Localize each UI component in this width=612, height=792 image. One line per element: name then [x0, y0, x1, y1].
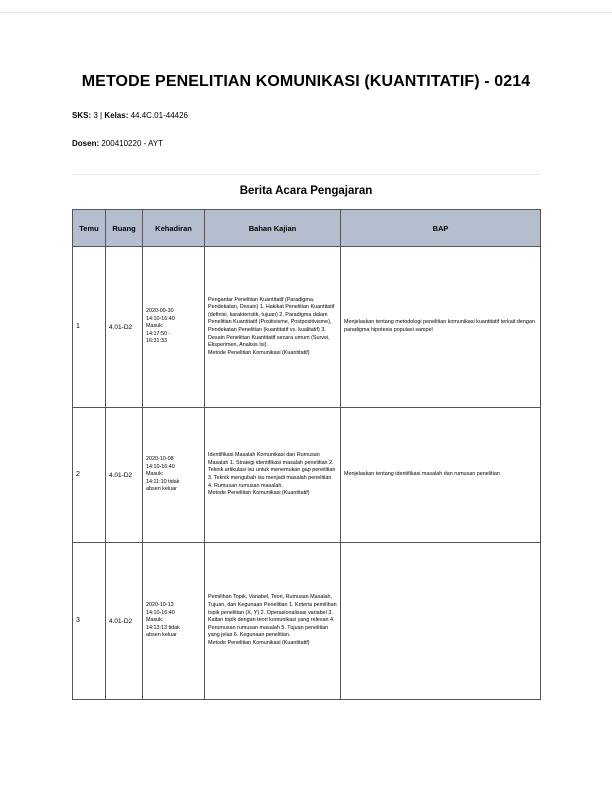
sks-value: 3 — [93, 111, 98, 120]
kehadiran-line: 14:10-16:40 — [146, 609, 175, 616]
meta-separator: | — [100, 111, 103, 120]
table-header-row — [73, 210, 541, 247]
kehadiran-line: 14:13:13 tidak — [146, 624, 180, 631]
cell-bahan-kajian — [205, 408, 341, 543]
bahan-text: Pengantar Penelitian Kuantitatif (Paradigma, Pendekatan, Desain) 1. Hakikat Penelitian Kuantitatif (definisi, karakteristik, tujuan) 2. Paradigma dalam Penelitian Kuantitatif (Positivisme, Postpositivisme), Pendekatan Penelitian (kuantitatif vs. kualitatif) 3. Desain Penelitian Kuantitatif secara umum (Survei, Eksperimen, Analisis Isi). — [208, 296, 335, 349]
kehadiran-line: 14:11:10 tidak — [146, 478, 180, 485]
col-ruang: Ruang — [106, 210, 143, 247]
table-row — [73, 543, 541, 700]
cell-kehadiran — [143, 408, 205, 543]
kehadiran-line: 14:17:50 - — [146, 330, 171, 337]
kehadiran-line: Masuk: — [146, 323, 164, 330]
kehadiran-line: 14:10-16:40 — [146, 463, 175, 470]
bahan-reference: Metode Penelitian Komunikasi (Kuantitatif) — [208, 349, 310, 356]
kehadiran-line: Masuk: — [146, 617, 164, 624]
cell-ruang: 4.01-D2 — [106, 543, 143, 700]
kehadiran-line: 2020-10-13 — [146, 602, 174, 609]
col-kehadiran: Kehadiran — [143, 210, 205, 247]
kehadiran-line: 14:10-16:40 — [146, 315, 175, 322]
cell-bap: Menjelaskan tentang metodologi penelitian komunikasi kuantitatif terkait dengan paradigma hipotesis populasi sampel — [341, 247, 541, 408]
cell-temu: 1 — [73, 247, 106, 408]
bahan-text: Identifikasi Masalah Komunikasi dan Rumusan Masalah 1. Strategi identifikasi masalah penelitian 2. Teknik artikulasi isu untuk menemukan gap penelitian 3. Teknik mengubah isu menjadi masalah penelitian 4. Rumusan rumusan masalah. — [208, 452, 336, 489]
cell-bahan-kajian — [205, 247, 341, 408]
cell-kehadiran — [143, 543, 205, 700]
course-title: METODE PENELITIAN KOMUNIKASI (KUANTITATIF) - 0214 — [81, 73, 531, 90]
bahan-text: Pemilihan Topik, Variabel, Teori, Rumusan Masalah, Tujuan, dan Kegunaan Penelitian 1. Kriteria pemilihan topik penelitian (X, Y) 2. Operasionalisasi variabel 3. Kaitan topik dengan teori komunikasi yang relevan 4. Perumusan rumusan masalah 5. Tujuan penelitian yang jelas 6. Kegunaan penelitian. — [208, 594, 337, 639]
cell-bahan-kajian — [205, 543, 341, 700]
kehadiran-line: 2020-10-08 — [146, 456, 174, 463]
section-divider — [72, 174, 540, 175]
table-row — [73, 408, 541, 543]
sks-label: SKS: — [72, 111, 92, 120]
dosen-label: Dosen: — [72, 139, 100, 148]
kelas-label: Kelas: — [104, 111, 129, 120]
section-title: Berita Acara Pengajaran — [239, 185, 373, 197]
cell-bap: Menjelaskan tentang identifikasi masalah dan rumusan penelitian — [341, 408, 541, 543]
cell-ruang: 4.01-D2 — [106, 247, 143, 408]
cell-ruang: 4.01-D2 — [106, 408, 143, 543]
course-meta — [72, 111, 188, 120]
lecturer-meta — [72, 139, 163, 148]
dosen-value: 200410220 - AYT — [101, 139, 164, 148]
bahan-reference: Metode Penelitian Komunikasi (Kuantitatif) — [208, 490, 310, 497]
kelas-value: 44.4C.01-44426 — [130, 111, 188, 120]
kehadiran-line: 2020-09-30 — [146, 308, 174, 315]
table-row — [73, 247, 541, 408]
col-bap: BAP — [341, 210, 541, 247]
kehadiran-line: 16:31:33 — [146, 338, 167, 345]
col-bahan-kajian: Bahan Kajian — [205, 210, 341, 247]
cell-bap — [341, 543, 541, 700]
kehadiran-line: absen keluar — [146, 486, 177, 493]
col-temu: Temu — [73, 210, 106, 247]
bahan-reference: Metode Penelitian Komunikasi (Kuantitatif) — [208, 639, 310, 646]
kehadiran-line: Masuk: — [146, 471, 164, 478]
top-divider — [0, 12, 612, 13]
kehadiran-line: absen keluar — [146, 632, 177, 639]
cell-temu: 3 — [73, 543, 106, 700]
cell-temu: 2 — [73, 408, 106, 543]
cell-kehadiran — [143, 247, 205, 408]
bap-table — [72, 209, 541, 700]
